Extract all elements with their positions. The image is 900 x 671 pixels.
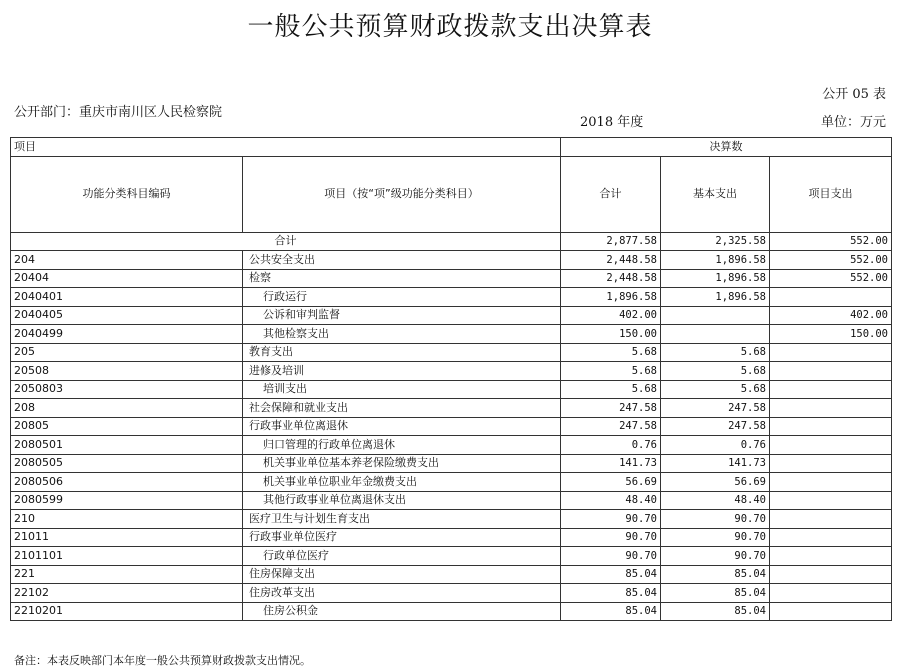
row-item-name: 公诉和审判监督 (243, 306, 561, 325)
table-row (11, 547, 892, 566)
row-total: 2,448.58 (561, 251, 661, 270)
row-total: 0.76 (561, 436, 661, 455)
row-code: 2040499 (11, 325, 243, 344)
row-code: 20805 (11, 417, 243, 436)
row-project: 552.00 (770, 269, 892, 288)
row-item-name: 归口管理的行政单位离退休 (243, 436, 561, 455)
row-basic: 247.58 (661, 399, 770, 418)
row-code: 2210201 (11, 602, 243, 621)
header-item: 项目 (11, 138, 561, 157)
row-basic: 247.58 (661, 417, 770, 436)
table-row (11, 454, 892, 473)
row-project (770, 510, 892, 529)
row-code: 204 (11, 251, 243, 270)
row-total: 85.04 (561, 602, 661, 621)
row-item-name: 培训支出 (243, 380, 561, 399)
row-item-name: 行政事业单位离退休 (243, 417, 561, 436)
table-row (11, 602, 892, 621)
row-total: 85.04 (561, 565, 661, 584)
row-basic: 0.76 (661, 436, 770, 455)
expenditure-table (10, 137, 892, 621)
row-basic: 85.04 (661, 602, 770, 621)
table-row (11, 491, 892, 510)
row-project (770, 343, 892, 362)
row-basic: 90.70 (661, 510, 770, 529)
row-basic: 5.68 (661, 343, 770, 362)
row-code: 205 (11, 343, 243, 362)
row-item-name: 行政运行 (243, 288, 561, 307)
row-total: 90.70 (561, 510, 661, 529)
fiscal-year: 2018 年度 (580, 115, 644, 130)
row-item-name: 公共安全支出 (243, 251, 561, 270)
form-number: 公开 05 表 (822, 87, 886, 102)
table-row (11, 436, 892, 455)
header-code: 功能分类科目编码 (11, 156, 243, 232)
row-basic: 48.40 (661, 491, 770, 510)
total-row (11, 232, 892, 251)
table-row (11, 269, 892, 288)
header-project: 项目支出 (770, 156, 892, 232)
row-code: 22102 (11, 584, 243, 603)
table-row (11, 417, 892, 436)
row-total: 48.40 (561, 491, 661, 510)
header-total: 合计 (561, 156, 661, 232)
row-project (770, 454, 892, 473)
row-item-name: 住房保障支出 (243, 565, 561, 584)
row-total: 141.73 (561, 454, 661, 473)
row-total: 5.68 (561, 343, 661, 362)
row-basic: 1,896.58 (661, 251, 770, 270)
table-row (11, 510, 892, 529)
row-project: 150.00 (770, 325, 892, 344)
row-basic: 85.04 (661, 584, 770, 603)
row-project (770, 362, 892, 381)
report-title: 一般公共预算财政拨款支出决算表 (247, 12, 653, 42)
row-project (770, 602, 892, 621)
table-row (11, 473, 892, 492)
row-code: 221 (11, 565, 243, 584)
row-code: 20404 (11, 269, 243, 288)
row-item-name: 机关事业单位职业年金缴费支出 (243, 473, 561, 492)
row-total: 5.68 (561, 380, 661, 399)
currency-unit: 单位：万元 (820, 115, 886, 130)
row-project (770, 417, 892, 436)
row-total: 247.58 (561, 417, 661, 436)
row-basic: 90.70 (661, 547, 770, 566)
row-basic (661, 325, 770, 344)
table-row (11, 399, 892, 418)
row-total: 56.69 (561, 473, 661, 492)
total-amount: 2,877.58 (561, 232, 661, 251)
table-row (11, 325, 892, 344)
header-row-columns (11, 156, 892, 232)
row-basic: 1,896.58 (661, 288, 770, 307)
row-item-name: 医疗卫生与计划生育支出 (243, 510, 561, 529)
row-basic: 5.68 (661, 362, 770, 381)
table-body (11, 138, 892, 621)
footnote: 备注：本表反映部门本年度一般公共预算财政拨款支出情况。 (14, 654, 311, 667)
row-project (770, 380, 892, 399)
row-basic: 141.73 (661, 454, 770, 473)
row-project (770, 473, 892, 492)
row-project: 552.00 (770, 251, 892, 270)
row-total: 150.00 (561, 325, 661, 344)
row-code: 2080506 (11, 473, 243, 492)
row-total: 2,448.58 (561, 269, 661, 288)
row-item-name: 机关事业单位基本养老保险缴费支出 (243, 454, 561, 473)
table-row (11, 251, 892, 270)
row-code: 20508 (11, 362, 243, 381)
row-basic (661, 306, 770, 325)
header-final-amount: 决算数 (561, 138, 892, 157)
row-item-name: 其他行政事业单位离退休支出 (243, 491, 561, 510)
row-code: 210 (11, 510, 243, 529)
row-basic: 85.04 (661, 565, 770, 584)
row-project (770, 565, 892, 584)
row-project (770, 528, 892, 547)
total-project: 552.00 (770, 232, 892, 251)
row-project (770, 491, 892, 510)
row-code: 2080501 (11, 436, 243, 455)
header-row-top (11, 138, 892, 157)
row-code: 2080599 (11, 491, 243, 510)
table-row (11, 528, 892, 547)
row-code: 2040405 (11, 306, 243, 325)
row-total: 85.04 (561, 584, 661, 603)
row-item-name: 进修及培训 (243, 362, 561, 381)
row-code: 2101101 (11, 547, 243, 566)
table-row (11, 584, 892, 603)
table-row (11, 380, 892, 399)
row-total: 90.70 (561, 547, 661, 566)
row-project (770, 399, 892, 418)
row-item-name: 社会保障和就业支出 (243, 399, 561, 418)
row-item-name: 其他检察支出 (243, 325, 561, 344)
header-basic: 基本支出 (661, 156, 770, 232)
row-item-name: 住房公积金 (243, 602, 561, 621)
row-basic: 90.70 (661, 528, 770, 547)
row-total: 247.58 (561, 399, 661, 418)
row-code: 2050803 (11, 380, 243, 399)
row-project (770, 584, 892, 603)
total-label: 合计 (11, 232, 561, 251)
row-item-name: 行政事业单位医疗 (243, 528, 561, 547)
row-code: 2080505 (11, 454, 243, 473)
table-row (11, 565, 892, 584)
row-item-name: 行政单位医疗 (243, 547, 561, 566)
row-total: 5.68 (561, 362, 661, 381)
disclosing-department: 公开部门：重庆市南川区人民检察院 (14, 105, 223, 120)
table-row (11, 306, 892, 325)
row-project (770, 547, 892, 566)
table-row (11, 362, 892, 381)
row-project: 402.00 (770, 306, 892, 325)
row-item-name: 住房改革支出 (243, 584, 561, 603)
row-code: 208 (11, 399, 243, 418)
table-row (11, 288, 892, 307)
table-row (11, 343, 892, 362)
total-basic: 2,325.58 (661, 232, 770, 251)
row-total: 1,896.58 (561, 288, 661, 307)
row-item-name: 检察 (243, 269, 561, 288)
row-basic: 5.68 (661, 380, 770, 399)
header-item-name: 项目（按“项”级功能分类科目） (243, 156, 561, 232)
row-basic: 1,896.58 (661, 269, 770, 288)
row-code: 21011 (11, 528, 243, 547)
row-code: 2040401 (11, 288, 243, 307)
row-basic: 56.69 (661, 473, 770, 492)
row-project (770, 436, 892, 455)
row-item-name: 教育支出 (243, 343, 561, 362)
row-total: 402.00 (561, 306, 661, 325)
row-total: 90.70 (561, 528, 661, 547)
row-project (770, 288, 892, 307)
